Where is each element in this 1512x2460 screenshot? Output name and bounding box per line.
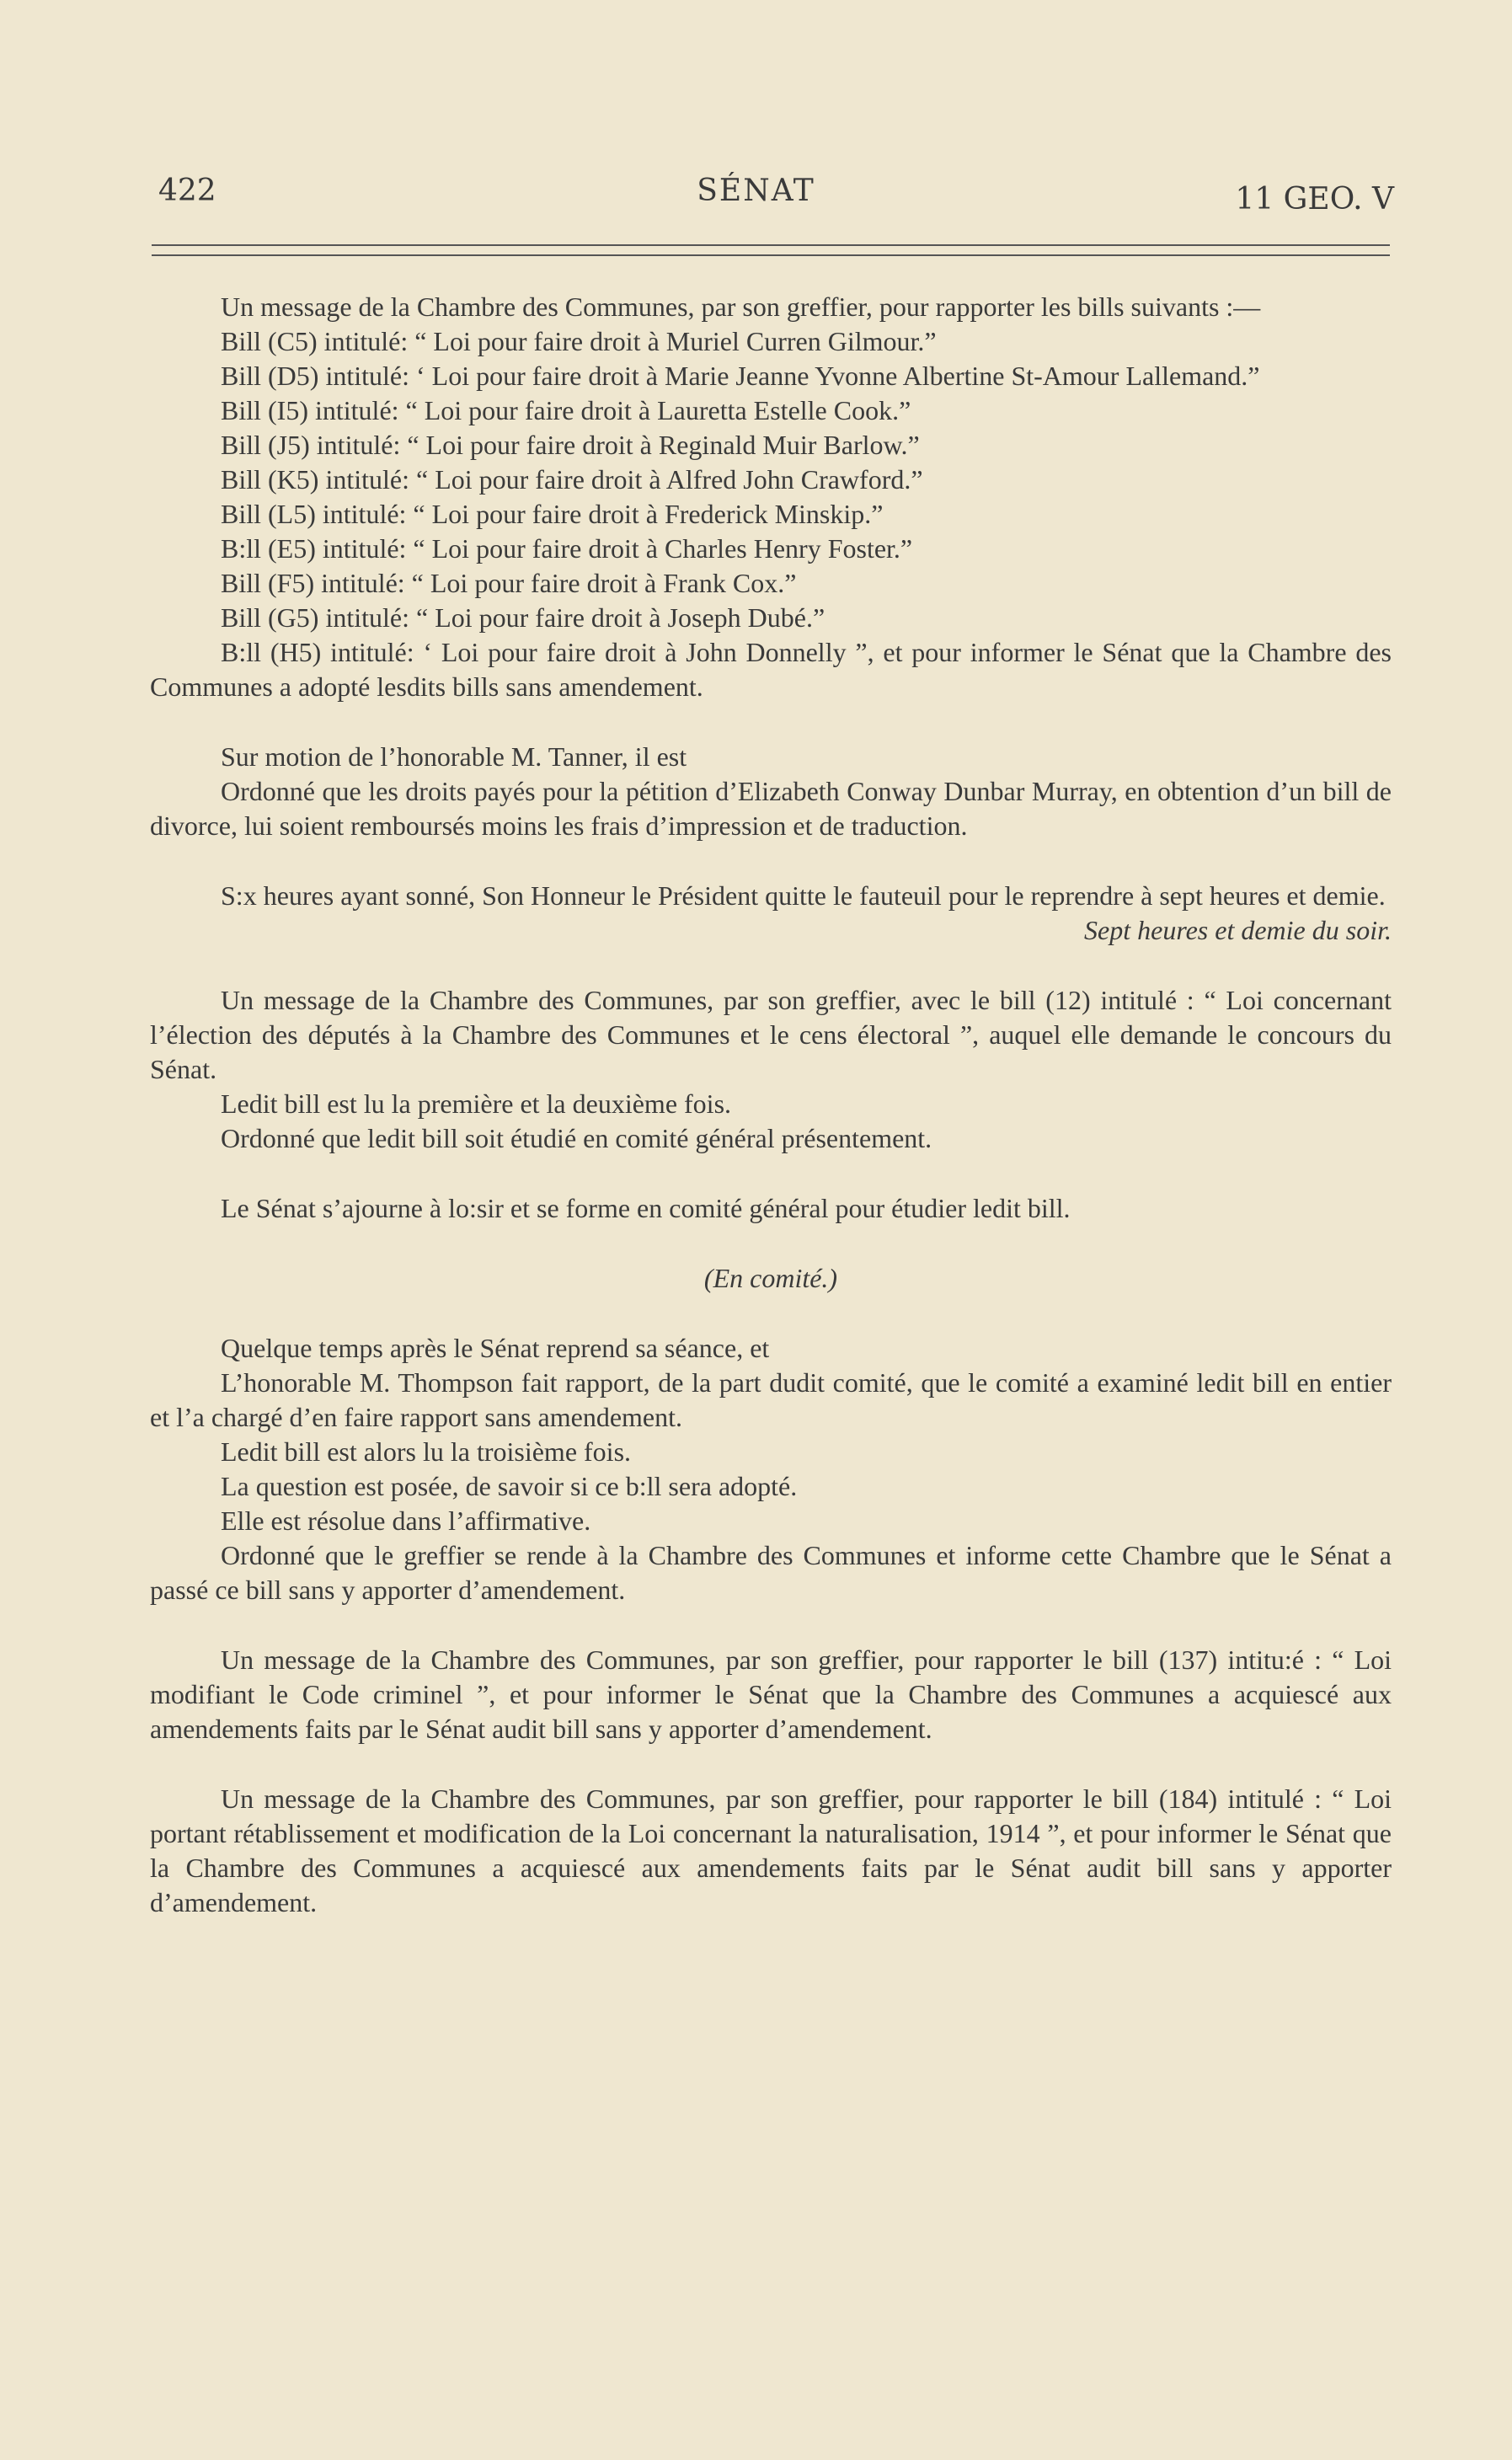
paragraph: Bill (I5) intitulé: “ Loi pour faire droit à Lauretta Estelle Cook.” (221, 395, 911, 425)
paragraph: Bill (K5) intitulé: “ Loi pour faire droit à Alfred John Crawford.” (221, 464, 923, 495)
paragraph: Sur motion de l’honorable M. Tanner, il est (221, 741, 687, 772)
paragraph: L’honorable M. Thompson fait rapport, de la part dudit comité, que le comité a examiné ledit bill en entier et l’a chargé d’en faire rapport sans amendement. (150, 1367, 1392, 1432)
paragraph: Bill (G5) intitulé: “ Loi pour faire droit à Joseph Dubé.” (221, 602, 825, 633)
paragraph: Un message de la Chambre des Communes, par son greffier, pour rapporter le bill (184) intitulé : “ Loi portant rétablissement et modification de la Loi concernant la naturalisation, 1914 ”, et pour informer le Sénat que la Chambre des Communes a acquiescé aux amendements faits par le Sénat audit bill sans y apporter d’amendement. (150, 1784, 1392, 1917)
committee-heading: (En comité.) (703, 1263, 838, 1293)
document-body (150, 290, 1392, 1920)
paragraph: Elle est résolue dans l’affirmative. (221, 1505, 591, 1536)
paragraph: Ordonné que ledit bill soit étudié en comité général présentement. (221, 1123, 932, 1153)
paragraph: S:x heures ayant sonné, Son Honneur le Président quitte le fauteuil pour le reprendre à sept heures et demie. (221, 880, 1386, 911)
header-reference: 11 GEO. V (1235, 182, 1394, 217)
header-rule (152, 244, 1390, 256)
time-heading: Sept heures et demie du soir. (1084, 915, 1392, 945)
page-header (0, 168, 1512, 219)
paragraph: Ledit bill est lu la première et la deuxième fois. (221, 1088, 732, 1119)
paragraph: Bill (C5) intitulé: “ Loi pour faire droit à Muriel Curren Gilmour.” (221, 326, 937, 356)
paragraph: B:ll (H5) intitulé: ‘ Loi pour faire droit à John Donnelly ”, et pour informer le Sénat que la Chambre des Communes a adopté lesdits bills sans amendement. (150, 637, 1392, 702)
paragraph: B:ll (E5) intitulé: “ Loi pour faire droit à Charles Henry Foster.” (221, 533, 913, 564)
paragraph: Bill (J5) intitulé: “ Loi pour faire droit à Reginald Muir Barlow.” (221, 430, 920, 460)
paragraph: Bill (F5) intitulé: “ Loi pour faire droit à Frank Cox.” (221, 568, 797, 598)
paragraph: Bill (L5) intitulé: “ Loi pour faire droit à Frederick Minskip.” (221, 499, 884, 529)
paragraph: Ordonné que le greffier se rende à la Chambre des Communes et informe cette Chambre que le Sénat a passé ce bill sans y apporter d’amendement. (150, 1540, 1392, 1605)
paragraph: Le Sénat s’ajourne à lo:sir et se forme en comité général pour étudier ledit bill. (221, 1193, 1071, 1223)
paragraph: Ordonné que les droits payés pour la pétition d’Elizabeth Conway Dunbar Murray, en obtention d’un bill de divorce, lui soient remboursés moins les frais d’impression et de traduction. (150, 776, 1392, 841)
paragraph: Ledit bill est alors lu la troisième fois. (221, 1436, 632, 1467)
page-number: 422 (158, 174, 216, 208)
paragraph: Un message de la Chambre des Communes, par son greffier, avec le bill (12) intitulé : “ Loi concernant l’élection des députés à la Chambre des Communes et le cens électoral ”, auquel elle demande le concours du Sénat. (150, 985, 1392, 1084)
page-title: SÉNAT (697, 174, 815, 208)
paragraph: La question est posée, de savoir si ce b:ll sera adopté. (221, 1471, 798, 1501)
paragraph: Un message de la Chambre des Communes, par son greffier, pour rapporter les bills suivants :— (221, 291, 1261, 322)
paragraph: Bill (D5) intitulé: ‘ Loi pour faire droit à Marie Jeanne Yvonne Albertine St-Amour Lallemand.” (221, 361, 1260, 391)
paragraph: Quelque temps après le Sénat reprend sa séance, et (221, 1333, 770, 1363)
paragraph: Un message de la Chambre des Communes, par son greffier, pour rapporter le bill (137) intitu:é : “ Loi modifiant le Code criminel ”, et pour informer le Sénat que la Chambre des Communes a acquiescé aux amendements faits par le Sénat audit bill sans y apporter d’amendement. (150, 1644, 1392, 1744)
